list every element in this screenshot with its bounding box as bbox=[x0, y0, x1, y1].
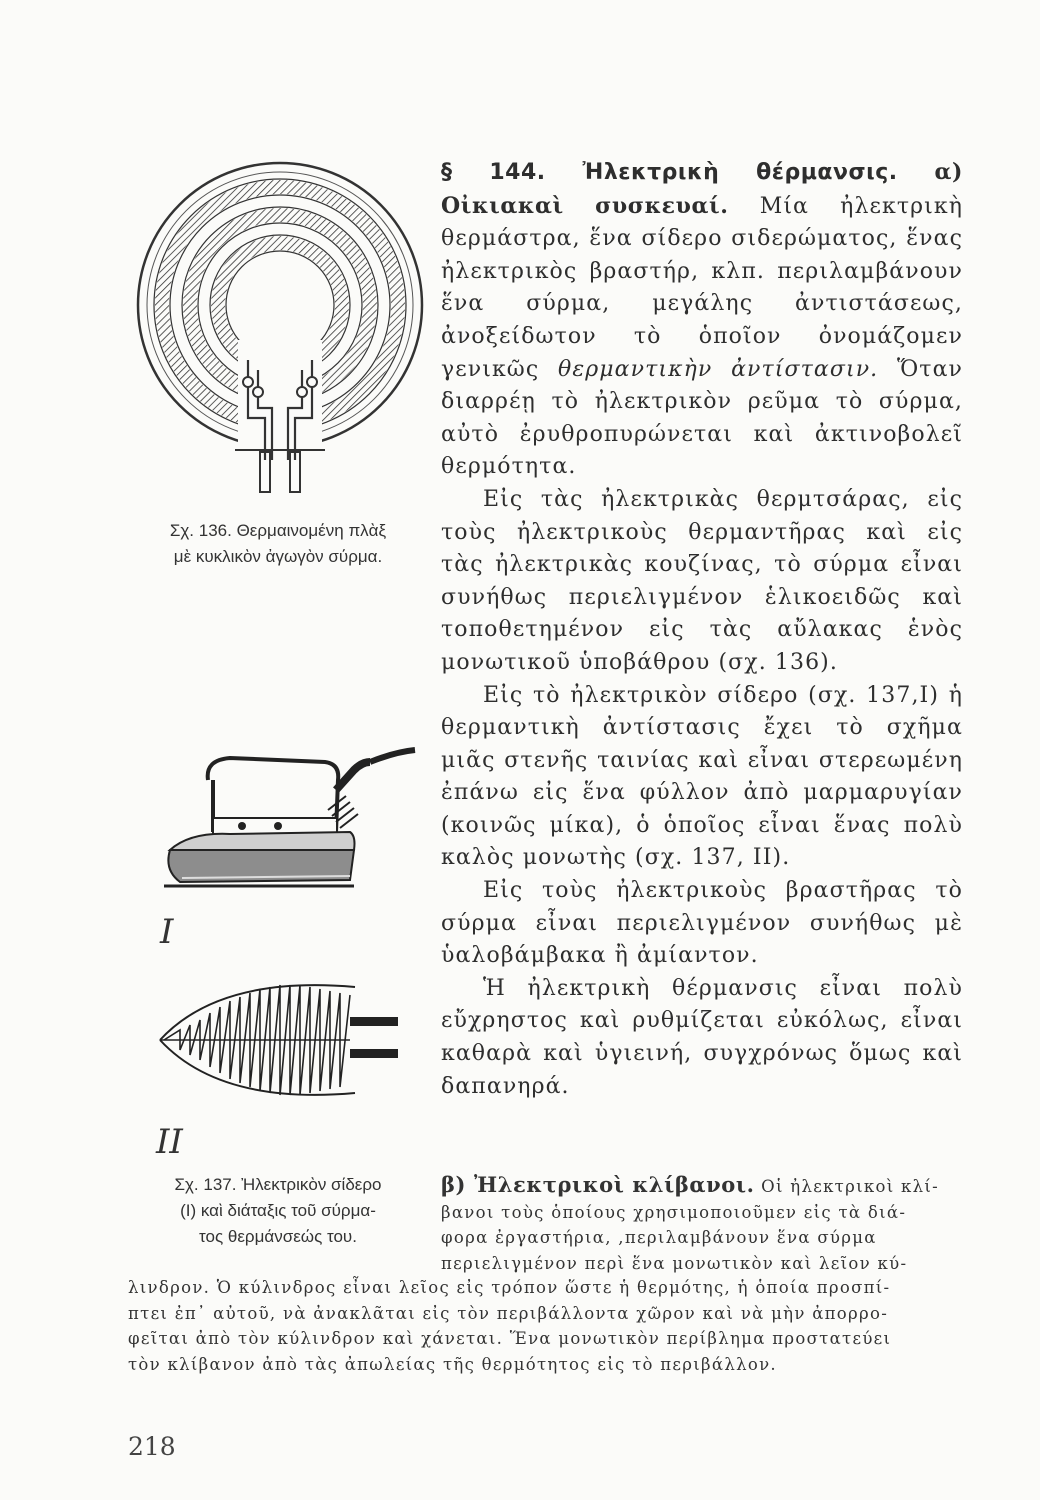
page-number: 218 bbox=[128, 1432, 176, 1461]
paragraph-b-line: πτει ἐπ᾽ αὐτοῦ, νὰ ἀνακλᾶται εἰς τὸν περιβάλλοντα χῶρον καὶ νὰ μὴν ἀπορρο- bbox=[128, 1303, 889, 1323]
caption-line: (Ι) καὶ διάταξις τοῦ σύρμα- bbox=[180, 1201, 376, 1220]
paragraph-5: Ἡ ἠλεκτρικὴ θέρμανσις εἶναι πολὺ εὔχρηστος καὶ ρυθμίζεται εὐκόλως, εἶναι καθαρὰ καὶ ὑγιεινή, συγχρόνως ὅμως καὶ δαπανηρά. bbox=[441, 975, 963, 1099]
figure-137-caption bbox=[128, 1172, 428, 1250]
section-heading: § 144. Ἠλεκτρικὴ θέρμανσις. bbox=[441, 160, 898, 185]
caption-line: μὲ κυκλικὸν ἀγωγὸν σύρμα. bbox=[173, 547, 383, 566]
paragraph-b-narrow bbox=[441, 1172, 963, 1276]
paragraph-b-line: περιελιγμένον περὶ ἕνα μονωτικὸν καὶ λεῖον κύ- bbox=[441, 1253, 908, 1273]
paragraph-b-line: λινδρον. Ὁ κύλινδρος εἶναι λεῖος εἰς τρόπον ὥστε ἡ θερμότης, ἡ ὁποία προσπί- bbox=[128, 1278, 891, 1297]
paragraph-3: Εἰς τὸ ἠλεκτρικὸν σίδερο (σχ. 137,Ι) ἡ θερμαντικὴ ἀντίστασις ἔχει τὸ σχῆμα μιᾶς στενῆς ταινίας καὶ εἶναι στερεωμένη ἐπάνω εἰς ἕνα φύλλον ἀπὸ μαρμαρυγίαν (κοινῶς μίκα), ὁ ὁποῖος εἶναι ἕνας πολὺ καλὸς μονωτὴς (σχ. 137, ΙΙ). bbox=[441, 682, 963, 871]
main-text-column bbox=[441, 156, 963, 1103]
caption-line: τος θερμάνσεώς του. bbox=[199, 1227, 357, 1246]
paragraph-2: Εἰς τὰς ἠλεκτρικὰς θερμτσάρας, εἰς τοὺς ἠλεκτρικοὺς θερμαντῆρας καὶ εἰς τὰς ἠλεκτρικὰς κουζίνας, τὸ σύρμα εἶναι συνήθως περιελιγμένον ἑλικοειδῶς καὶ τοποθετημένον εἰς τὰς αὔλακας ἑνὸς μονωτικοῦ ὑποβάθρου (σχ. 136). bbox=[441, 486, 963, 675]
caption-line: Σχ. 137. Ἠλεκτρικὸν σίδερο bbox=[174, 1175, 382, 1194]
subheading-a: α) Οἰκιακαὶ συσκευαί. bbox=[441, 159, 963, 219]
electric-iron-figure bbox=[150, 740, 420, 900]
subheading-b: β) Ἠλεκτρικοὶ κλίβανοι. bbox=[441, 1172, 755, 1197]
heating-plate-figure bbox=[130, 160, 430, 505]
mica-heating-element-figure bbox=[150, 975, 410, 1105]
figure-136-caption bbox=[128, 518, 428, 570]
paragraph-1-text: Μία ἠλεκτρικὴ θερμάστρα, ἕνα σίδερο σιδερώματος, ἕνας ἠλεκτρικὸς βραστήρ, κλπ. περιλαμβάνουν ἕνα σύρμα, μεγάλης ἀντιστάσεως, ἀνοξείδωτον τὸ ὁποῖον ὀνομάζομεν γενικῶς bbox=[441, 193, 964, 382]
paragraph-b-line: τὸν κλίβανον ἀπὸ τὰς ἀπωλείας τῆς θερμότητος εἰς τὸ περιβάλλον. bbox=[128, 1354, 777, 1374]
paragraph-b-full bbox=[128, 1275, 966, 1377]
paragraph-1-rest: Ὅταν διαρρέῃ τὸ ἠλεκτρικὸν ρεῦμα τὸ σύρμα, αὐτὸ ἐρυθροπυρώνεται καὶ ἀκτινοβολεῖ θερμότητα. bbox=[441, 356, 964, 480]
figure-label-ii: II bbox=[156, 1122, 183, 1162]
paragraph-4: Εἰς τοὺς ἠλεκτρικοὺς βραστῆρας τὸ σύρμα εἶναι περιελιγμένον συνήθως μὲ ὑαλοβάμβακα ἢ ἀμίαντον. bbox=[441, 878, 963, 969]
caption-line: Σχ. 136. Θερμαινομένη πλὰξ bbox=[169, 521, 387, 540]
paragraph-b-line-text: Οἱ ἠλεκτρικοὶ κλί- bbox=[761, 1177, 940, 1196]
paragraph-b-line: φεῖται ἀπὸ τὸν κύλινδρον καὶ χάνεται. Ἕνα μονωτικὸν περίβλημα προστατεύει bbox=[128, 1329, 892, 1349]
paragraph-1-term: θερμαντικὴν ἀντίστασιν. bbox=[557, 356, 879, 382]
paragraph-intro bbox=[441, 156, 963, 484]
paragraph-b-line bbox=[441, 1172, 963, 1200]
paragraph-b-line: βανοι τοὺς ὁποίους χρησιμοποιοῦμεν εἰς τὰ διά- bbox=[441, 1202, 907, 1222]
figure-label-i: I bbox=[160, 912, 174, 952]
paragraph-b-line: φορα ἐργαστήρια, ,περιλαμβάνουν ἕνα σύρμα bbox=[441, 1228, 877, 1248]
